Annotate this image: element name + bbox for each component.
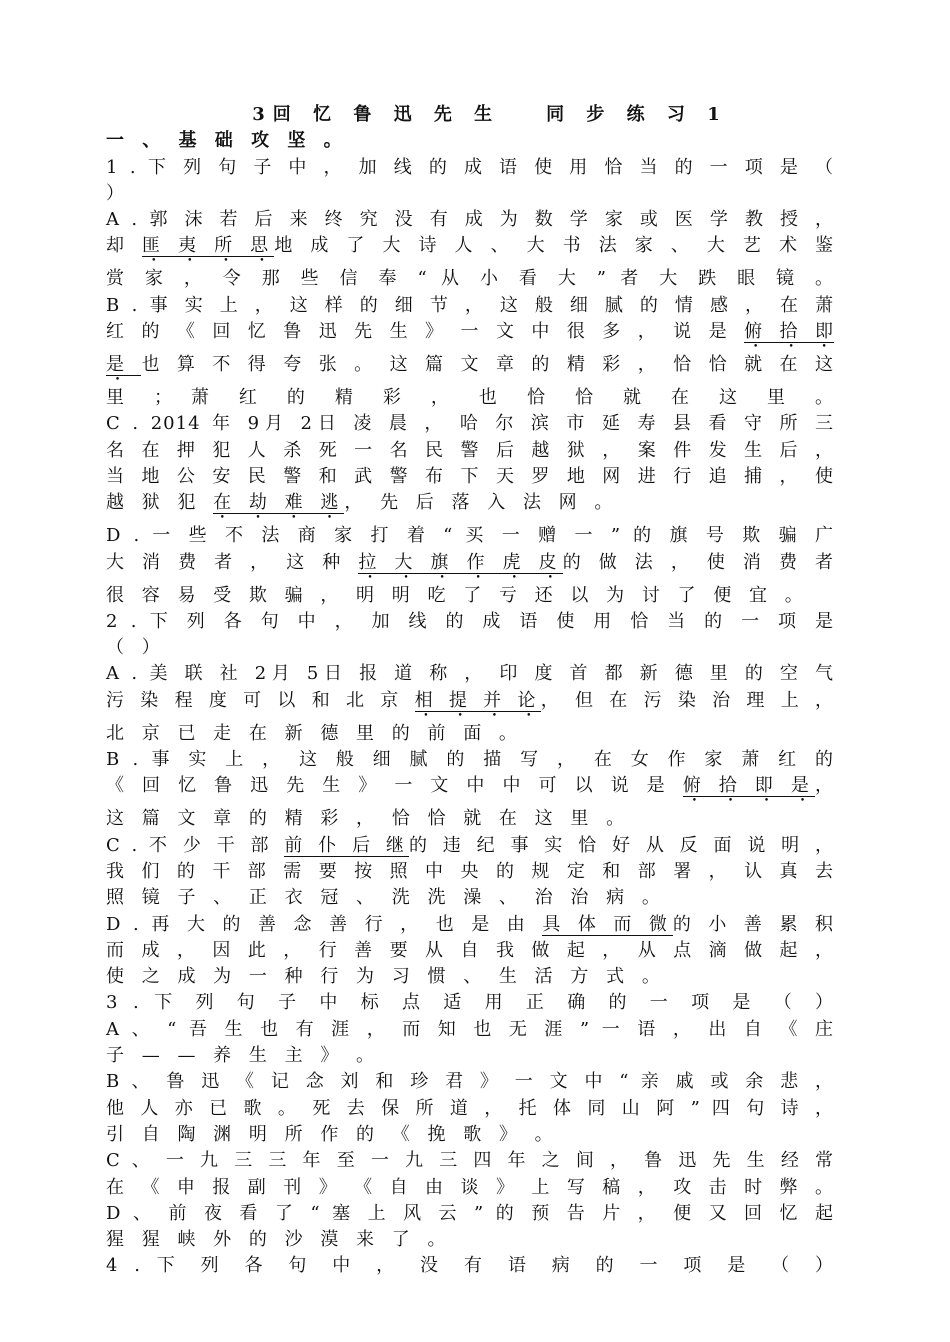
option-d-line: D 、 前 夜 看 了 “ 塞 上 风 云 ” 的 预 告 片 ， 便 又 回 忆 起 [106, 1202, 834, 1224]
option-d-line: 猩 猩 峡 外 的 沙 漠 来 了 。 [106, 1229, 452, 1251]
answer-bracket: ） [106, 182, 130, 204]
question-1 [106, 155, 834, 609]
question-stem: 3 . 下 列 句 子 中 标 点 适 用 正 确 的 一 项 是 （ ） [106, 992, 834, 1014]
question-stem: 1 . 下 列 句 子 中 ， 加 线 的 成 语 使 用 恰 当 的 一 项 是 （ [106, 156, 834, 178]
option-d-line: 而 成 ， 因 此 ， 行 善 要 从 自 我 做 起 ， 从 点 滴 做 起 ， [106, 939, 834, 961]
option-b-line: 引 自 陶 渊 明 所 作 的 《 挽 歌 》 。 [106, 1123, 559, 1145]
answer-bracket: （ ） [106, 637, 166, 659]
option-a-line: A . 美 联 社 2月 5日 报 道 称 ， 印 度 首 都 新 德 里 的 空 气 [106, 663, 834, 685]
option-a-line: A 、 “ 吾 生 也 有 涯 ， 而 知 也 无 涯 ” 一 语 ， 出 自 《 庄 [106, 1018, 834, 1040]
page-title [146, 102, 834, 128]
question-stem: 2 . 下 列 各 句 中 ， 加 线 的 成 语 使 用 恰 当 的 一 项 是 [106, 610, 834, 632]
option-c-line: 越 狱 犯 在 劫 难 逃， 先 后 落 入 法 网 。 [106, 492, 619, 514]
section-heading: 一 、 基 础 攻 坚 。 [106, 130, 348, 152]
option-d-line: 使 之 成 为 一 种 行 为 习 惯 、 生 活 方 式 。 [106, 966, 666, 988]
option-d-line: 很 容 易 受 欺 骗 ， 明 明 吃 了 亏 还 以 为 讨 了 便 宜 。 [106, 584, 809, 606]
underlined-idiom: 前 仆 后 继 [284, 834, 409, 856]
option-c-line: C . 2014 年 9月 2日 凌 晨 ， 哈 尔 滨 市 延 寿 县 看 守 所 三 [106, 413, 834, 435]
option-a-line: 却 匪 夷 所 思地 成 了 大 诗 人 、 大 书 法 家 、 大 艺 术 鉴 [106, 235, 834, 257]
option-a-line: 污 染 程 度 可 以 和 北 京 相 提 并 论， 但 在 污 染 治 理 上 ， [106, 689, 834, 711]
option-b-line: 里 ； 萧 红 的 精 彩 ， 也 恰 恰 就 在 这 里 。 [106, 387, 834, 409]
option-c-line: C 、 一 九 三 三 年 至 一 九 三 四 年 之 间 ， 鲁 迅 先 生 经 常 [106, 1150, 834, 1172]
underlined-idiom: 具 体 而 微 [542, 913, 673, 935]
option-a-line: A . 郭 沫 若 后 来 终 究 没 有 成 为 数 学 家 或 医 学 教 授 ， [106, 209, 834, 231]
underlined-idiom: 是 [106, 354, 142, 376]
option-c-line: 我 们 的 干 部 需 要 按 照 中 央 的 规 定 和 部 署 ， 认 真 去 [106, 860, 834, 882]
question-4 [106, 1253, 834, 1279]
underlined-idiom: 相 提 并 论 [414, 689, 541, 711]
option-b-line: 《 回 忆 鲁 迅 先 生 》 一 文 中 中 可 以 说 是 俯 拾 即 是， [106, 775, 834, 797]
worksheet-page [106, 102, 834, 1280]
option-c-line: 照 镜 子 、 正 衣 冠 、 洗 洗 澡 、 治 治 病 。 [106, 887, 666, 909]
option-c-line: 在 《 申 报 副 刊 》 《 自 由 谈 》 上 写 稿 ， 攻 击 时 弊 。 [106, 1176, 834, 1198]
title-lesson: 3回 忆 鲁 迅 先 生 [252, 104, 501, 125]
underlined-idiom: 俯 拾 即 [744, 321, 834, 343]
question-3 [106, 990, 834, 1253]
option-b-line: 红 的 《 回 忆 鲁 迅 先 生 》 一 文 中 很 多 ， 说 是 俯 拾 即 [106, 321, 834, 343]
underlined-idiom: 匪 夷 所 思 [142, 235, 275, 257]
question-2 [106, 609, 834, 991]
option-c-line: 当 地 公 安 民 警 和 武 警 布 下 天 罗 地 网 进 行 追 捕 ， 使 [106, 465, 834, 487]
question-stem: 4 . 下 列 各 句 中 ， 没 有 语 病 的 一 项 是 （ ） [106, 1255, 834, 1277]
option-b-line: 是 也 算 不 得 夸 张 。 这 篇 文 章 的 精 彩 ， 恰 恰 就 在 这 [106, 354, 834, 376]
underlined-idiom: 在 劫 难 逃 [213, 492, 345, 514]
option-a-line: 北 京 已 走 在 新 德 里 的 前 面 。 [106, 722, 523, 744]
option-c-line: C . 不 少 干 部 前 仆 后 继的 违 纪 事 实 恰 好 从 反 面 说 明 ， [106, 834, 834, 856]
underlined-idiom: 拉 大 旗 作 虎 皮 [358, 551, 563, 573]
option-b-line: 这 篇 文 章 的 精 彩 ， 恰 恰 就 在 这 里 。 [106, 808, 631, 830]
option-a-line: 赏 家 ， 令 那 些 信 奉 “ 从 小 看 大 ” 者 大 跌 眼 镜 。 [106, 268, 834, 290]
option-b-line: B . 事 实 上 ， 这 样 的 细 节 ， 这 般 细 腻 的 情 感 ， 在 萧 [106, 294, 834, 316]
underlined-idiom: 俯 拾 即 是 [682, 775, 815, 797]
option-b-line: 他 人 亦 已 歌 。 死 去 保 所 道 ， 托 体 同 山 阿 ” 四 句 诗 ， [106, 1097, 834, 1119]
option-a-line: 子 — — 养 生 主 》 。 [106, 1045, 381, 1067]
option-d-line: D . 再 大 的 善 念 善 行 ， 也 是 由 具 体 而 微的 小 善 累 积 [106, 913, 834, 935]
option-d-line: 大 消 费 者 ， 这 种 拉 大 旗 作 虎 皮的 做 法 ， 使 消 费 者 [106, 551, 834, 573]
option-b-line: B . 事 实 上 ， 这 般 细 腻 的 描 写 ， 在 女 作 家 萧 红 的 [106, 749, 834, 771]
title-exercise: 同 步 练 习 1 [546, 104, 728, 125]
option-c-line: 名 在 押 犯 人 杀 死 一 名 民 警 后 越 狱 ， 案 件 发 生 后 ， [106, 439, 834, 461]
option-b-line: B 、 鲁 迅 《 记 念 刘 和 珍 君 》 一 文 中 “ 亲 戚 或 余 悲 ， [106, 1071, 834, 1093]
option-d-line: D . 一 些 不 法 商 家 打 着 “ 买 一 赠 一 ” 的 旗 号 欺 骗 广 [106, 525, 834, 547]
